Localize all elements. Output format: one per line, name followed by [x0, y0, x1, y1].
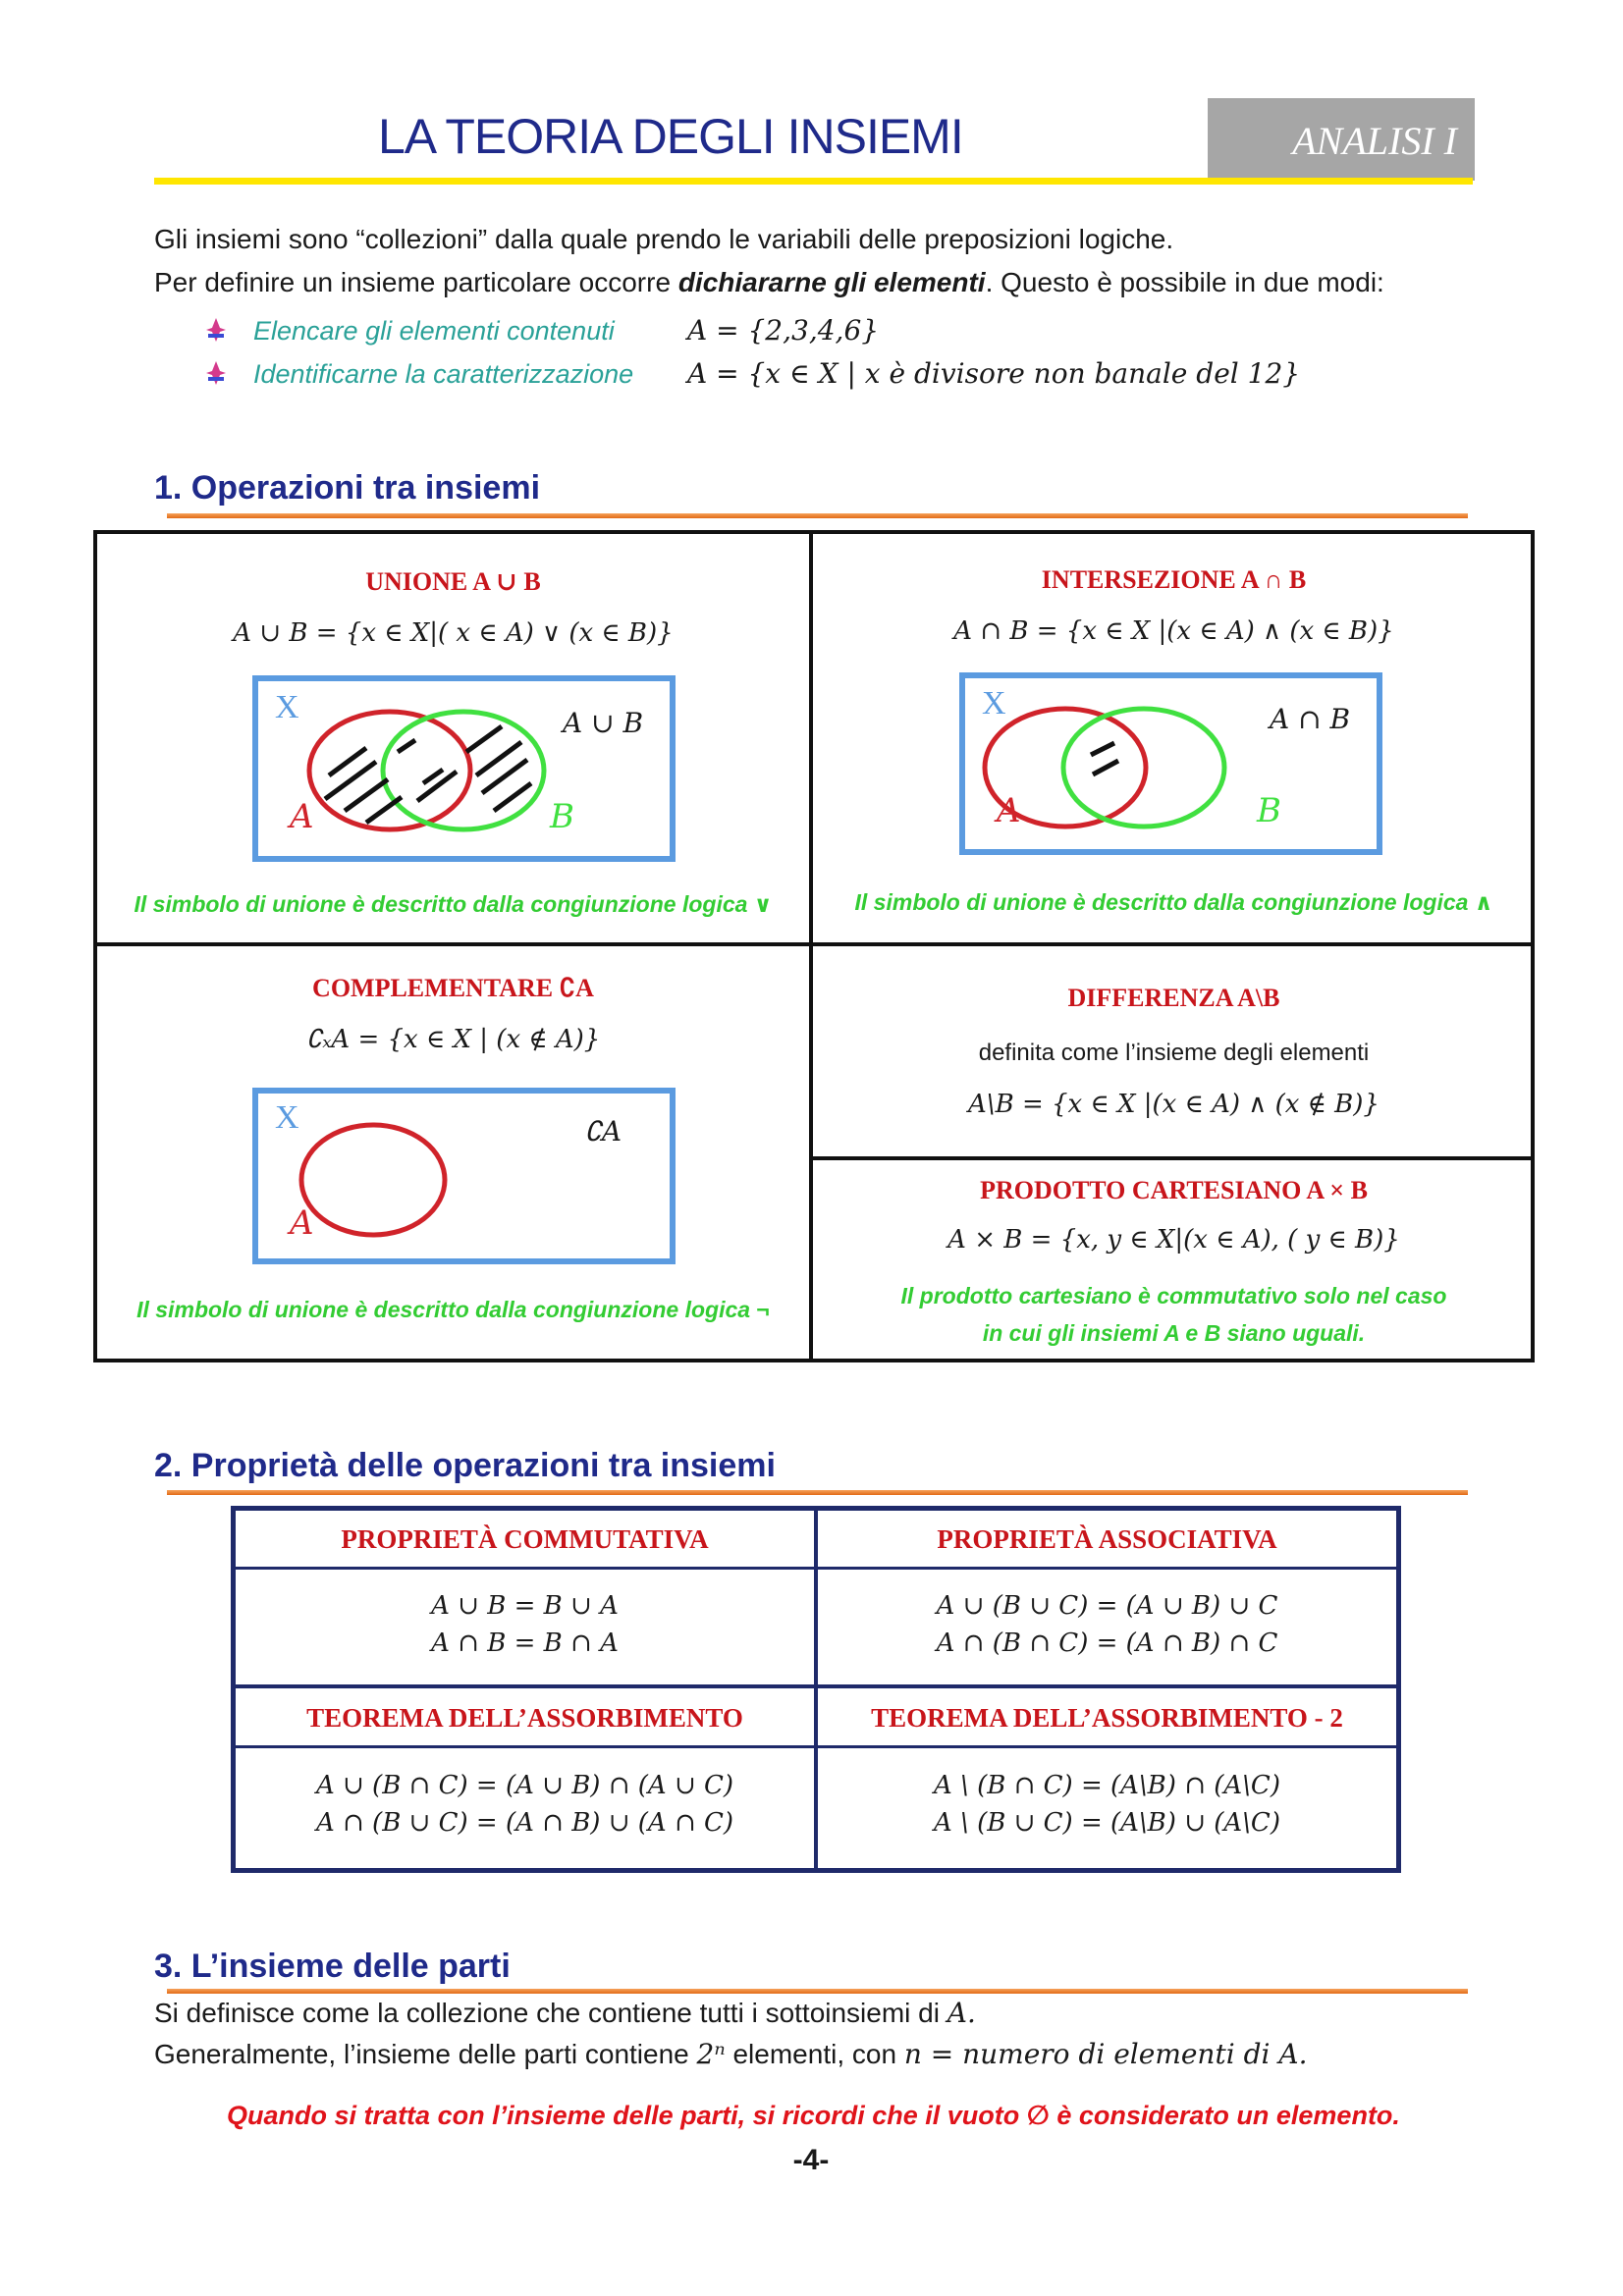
complement-title: COMPLEMENTARE ∁A — [312, 974, 594, 1002]
intersection-title: INTERSEZIONE A ∩ B — [1041, 565, 1307, 594]
section-1-rule — [167, 513, 1468, 518]
bullet-label-2: Identificarne la caratterizzazione — [253, 359, 634, 389]
bullet-icon — [206, 318, 226, 347]
complement-label-a: A — [290, 1203, 314, 1243]
absorption-formula-1: A ∪ (B ∩ C) = (A ∪ B) ∩ (A ∪ C) — [315, 1771, 734, 1800]
commutative-formula-1: A ∪ B = B ∪ A — [431, 1591, 619, 1621]
difference-title: DIFFERENZA A\B — [1067, 984, 1280, 1012]
intersection-label-b: B — [1257, 791, 1281, 830]
intersection-note: Il simbolo di unione è descritto dalla congiunzione logica ∧ — [854, 889, 1493, 915]
complement-formula: ∁ₓA = {x ∈ X | (x ∉ A)} — [305, 1025, 601, 1054]
page-title: LA TEORIA DEGLI INSIEMI — [378, 109, 963, 164]
title-underline — [154, 178, 1473, 185]
union-note: Il simbolo di unione è descritto dalla congiunzione logica ∨ — [134, 891, 773, 917]
section-3-line-2-text-a: Generalmente, l’insieme delle parti contiene — [154, 2039, 697, 2069]
cartesian-note-1: Il prodotto cartesiano è commutativo solo nel caso — [900, 1283, 1447, 1308]
complement-venn-diagram — [250, 1086, 678, 1266]
grid-divider-right — [811, 1156, 1535, 1160]
section-3-line-2 — [154, 2038, 1307, 2070]
absorption-title: TEOREMA DELL’ASSORBIMENTO — [306, 1703, 743, 1733]
intersection-formula: A ∩ B = {x ∈ X |(x ∈ A) ∧ (x ∈ B)} — [953, 616, 1394, 646]
cartesian-title: PRODOTTO CARTESIANO A × B — [980, 1176, 1368, 1204]
union-label-b: B — [550, 797, 574, 836]
intersection-label-op: A ∩ B — [1270, 703, 1351, 735]
union-label-x: X — [275, 689, 299, 725]
associative-formula-2: A ∩ (B ∩ C) = (A ∩ B) ∩ C — [936, 1629, 1278, 1658]
union-venn-diagram — [250, 673, 678, 864]
section-3-line-2-math-b: n = numero di elementi di A. — [903, 2038, 1308, 2070]
bullet-label-1: Elencare gli elementi contenuti — [253, 316, 615, 346]
grid-divider-horizontal — [93, 942, 1535, 946]
absorption-2-title: TEOREMA DELL’ASSORBIMENTO - 2 — [871, 1703, 1343, 1733]
cartesian-note-2: in cui gli insiemi A e B siano uguali. — [982, 1320, 1366, 1346]
associative-formula-1: A ∪ (B ∪ C) = (A ∪ B) ∪ C — [936, 1591, 1278, 1621]
intro-line-1: Gli insiemi sono “collezioni” dalla quale prendo le variabili delle preposizioni logiche. — [154, 224, 1174, 254]
associative-title: PROPRIETÀ ASSOCIATIVA — [937, 1524, 1277, 1554]
section-3-title: 3. L’insieme delle parti — [154, 1948, 511, 1985]
table-divider-h2 — [231, 1684, 1401, 1688]
intersection-label-x: X — [982, 685, 1006, 721]
absorption-2-formula-1: A \ (B ∩ C) = (A\B) ∩ (A\C) — [934, 1771, 1280, 1800]
intersection-label-a: A — [997, 791, 1021, 830]
difference-description: definita come l’insieme degli elementi — [978, 1040, 1370, 1066]
section-2-title: 2. Proprietà delle operazioni tra insiemi — [154, 1447, 776, 1484]
section-3-line-1-math: A. — [947, 1997, 976, 2029]
intersection-venn-diagram — [957, 670, 1385, 857]
page-number: -4- — [792, 2144, 830, 2176]
absorption-formula-2: A ∩ (B ∪ C) = (A ∩ B) ∪ (A ∩ C) — [315, 1808, 734, 1838]
union-formula: A ∪ B = {x ∈ X|( x ∈ A) ∨ (x ∈ B)} — [233, 618, 674, 648]
commutative-title: PROPRIETÀ COMMUTATIVA — [341, 1524, 709, 1554]
section-1-title: 1. Operazioni tra insiemi — [154, 469, 541, 507]
complement-note: Il simbolo di unione è descritto dalla congiunzione logica ¬ — [136, 1297, 770, 1322]
intro-line-2-prefix: Per definire un insieme particolare occorre — [154, 267, 678, 297]
section-3-line-1-text: Si definisce come la collezione che contiene tutti i sottoinsiemi di — [154, 1998, 947, 2028]
section-3-rule — [167, 1989, 1468, 1994]
bullet-formula-2: A = {x ∈ X | x è divisore non banale del 12} — [687, 357, 1301, 390]
intro-line-2 — [154, 267, 1384, 298]
section-2-rule — [167, 1490, 1468, 1495]
empty-set-note: Quando si tratta con l’insieme delle parti, si ricordi che il vuoto ∅ è considerato un elemento. — [227, 2101, 1400, 2130]
union-title: UNIONE A ∪ B — [365, 567, 541, 596]
commutative-formula-2: A ∩ B = B ∩ A — [431, 1629, 619, 1658]
bullet-formula-1: A = {2,3,4,6} — [687, 314, 880, 347]
complement-label-op: ∁A — [584, 1115, 622, 1148]
absorption-2-formula-2: A \ (B ∪ C) = (A\B) ∪ (A\C) — [934, 1808, 1280, 1838]
section-3-line-2-text-b: elementi, con — [725, 2039, 904, 2069]
bullet-icon — [206, 361, 226, 390]
section-3-line-1 — [154, 1997, 976, 2029]
complement-label-x: X — [275, 1099, 299, 1136]
table-divider-h3 — [231, 1745, 1401, 1748]
subject-badge-label: ANALISI I — [1292, 119, 1457, 163]
subject-badge — [1208, 98, 1475, 181]
union-label-a: A — [290, 797, 314, 836]
intro-line-2-suffix: . Questo è possibile in due modi: — [985, 267, 1384, 297]
difference-formula: A\B = {x ∈ X |(x ∈ A) ∧ (x ∉ B)} — [968, 1090, 1380, 1119]
table-divider-h1 — [231, 1567, 1401, 1570]
cartesian-formula: A × B = {x, y ∈ X|(x ∈ A), ( y ∈ B)} — [947, 1225, 1400, 1255]
union-label-op: A ∪ B — [563, 707, 644, 739]
section-3-line-2-math-a: 2ⁿ — [696, 2038, 726, 2070]
intro-line-2-bold: dichiararne gli elementi — [677, 267, 986, 297]
